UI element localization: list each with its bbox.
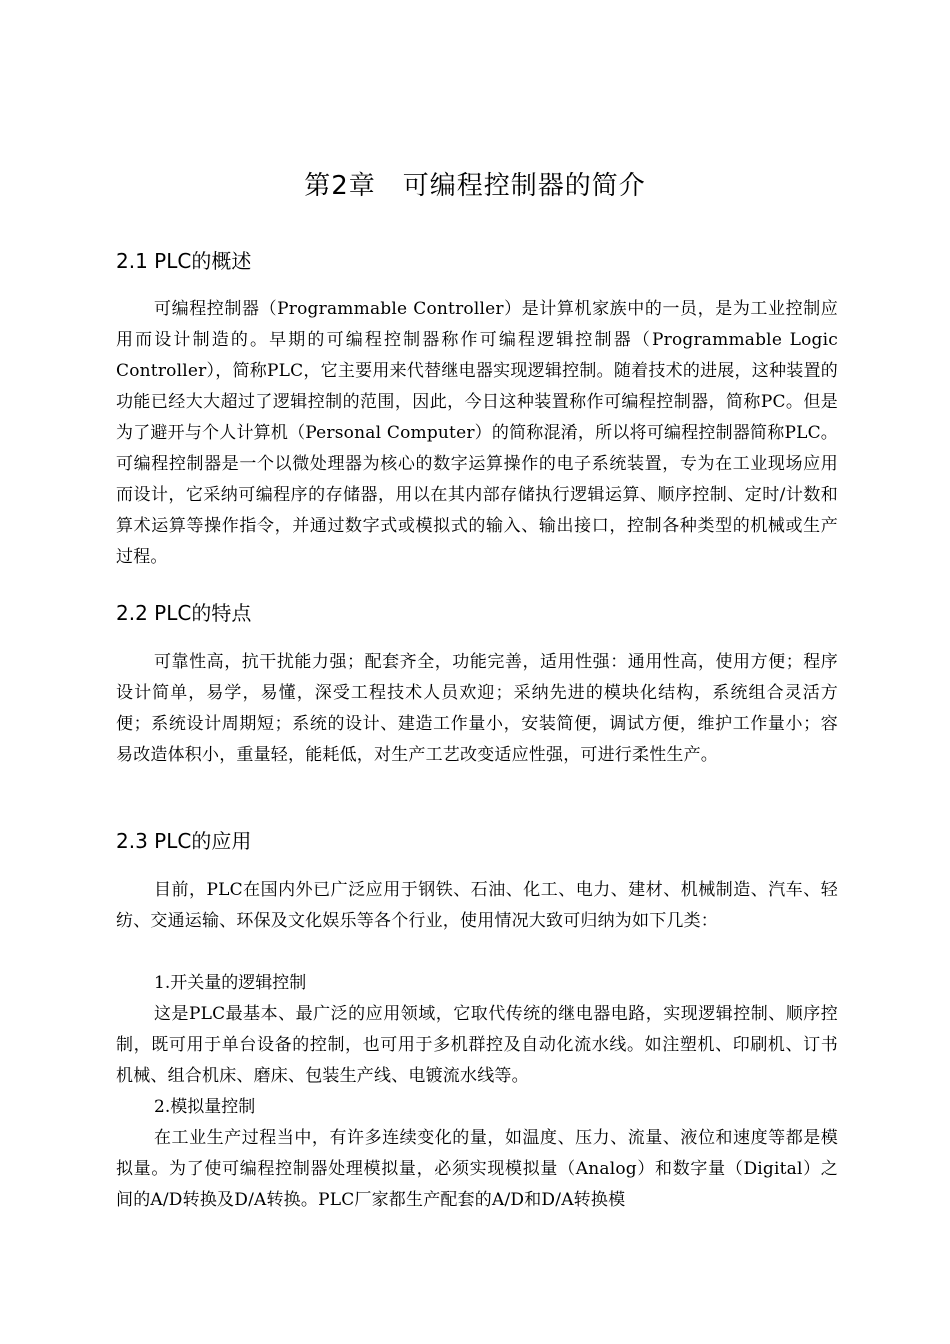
- paragraph-logic-control: 这是PLC最基本、最广泛的应用领域，它取代传统的继电器电路，实现逻辑控制、顺序控制，既可用于单台设备的控制，也可用于多机群控及自动化流水线。如注塑机、印刷机、订书机械、组合机床、磨床、包装生产线、电镀流水线等。: [116, 1004, 838, 1086]
- section-heading-2-2: 2.2 PLC的特点: [116, 601, 252, 625]
- subheading-logic-control: 1.开关量的逻辑控制: [154, 973, 307, 993]
- subheading-analog-control: 2.模拟量控制: [154, 1097, 256, 1117]
- paragraph-analog-control: 在工业生产过程当中，有许多连续变化的量，如温度、压力、流量、液位和速度等都是模拟量。为了使可编程控制器处理模拟量，必须实现模拟量（Analog）和数字量（Digital）之间的A/D转换及D/A转换。PLC厂家都生产配套的A/D和D/A转换模: [116, 1128, 838, 1210]
- paragraph-plc-overview: 可编程控制器（Programmable Controller）是计算机家族中的一员，是为工业控制应用而设计制造的。早期的可编程控制器称作可编程逻辑控制器（Programmable Logic Controller），简称PLC，它主要用来代替继电器实现逻辑控制。随着技术的进展，这种装置的功能已经大大超过了逻辑控制的范围，因此，今日这种装置称作可编程控制器，简称PC。但是为了避开与个人计算机（Personal Computer）的简称混淆，所以将可编程控制器简称PLC。可编程控制器是一个以微处理器为核心的数字运算操作的电子系统装置，专为在工业现场应用而设计，它采纳可编程序的存储器，用以在其内部存储执行逻辑运算、顺序控制、定时/计数和算术运算等操作指令，并通过数字式或模拟式的输入、输出接口，控制各种类型的机械或生产过程。: [116, 299, 838, 567]
- chapter-title: 第2章 可编程控制器的简介: [304, 171, 646, 201]
- section-heading-2-1: 2.1 PLC的概述: [116, 249, 252, 273]
- paragraph-plc-features: 可靠性高，抗干扰能力强；配套齐全，功能完善，适用性强：通用性高，使用方便；程序设计简单，易学，易懂，深受工程技术人员欢迎；采纳先进的模块化结构，系统组合灵活方便；系统设计周期短；系统的设计、建造工作量小，安装简便，调试方便，维护工作量小；容易改造体积小，重量轻，能耗低，对生产工艺改变适应性强，可进行柔性生产。: [116, 652, 838, 765]
- paragraph-plc-applications-intro: 目前，PLC在国内外已广泛应用于钢铁、石油、化工、电力、建材、机械制造、汽车、轻纺、交通运输、环保及文化娱乐等各个行业，使用情况大致可归纳为如下几类：: [116, 880, 838, 931]
- section-heading-2-3: 2.3 PLC的应用: [116, 829, 252, 853]
